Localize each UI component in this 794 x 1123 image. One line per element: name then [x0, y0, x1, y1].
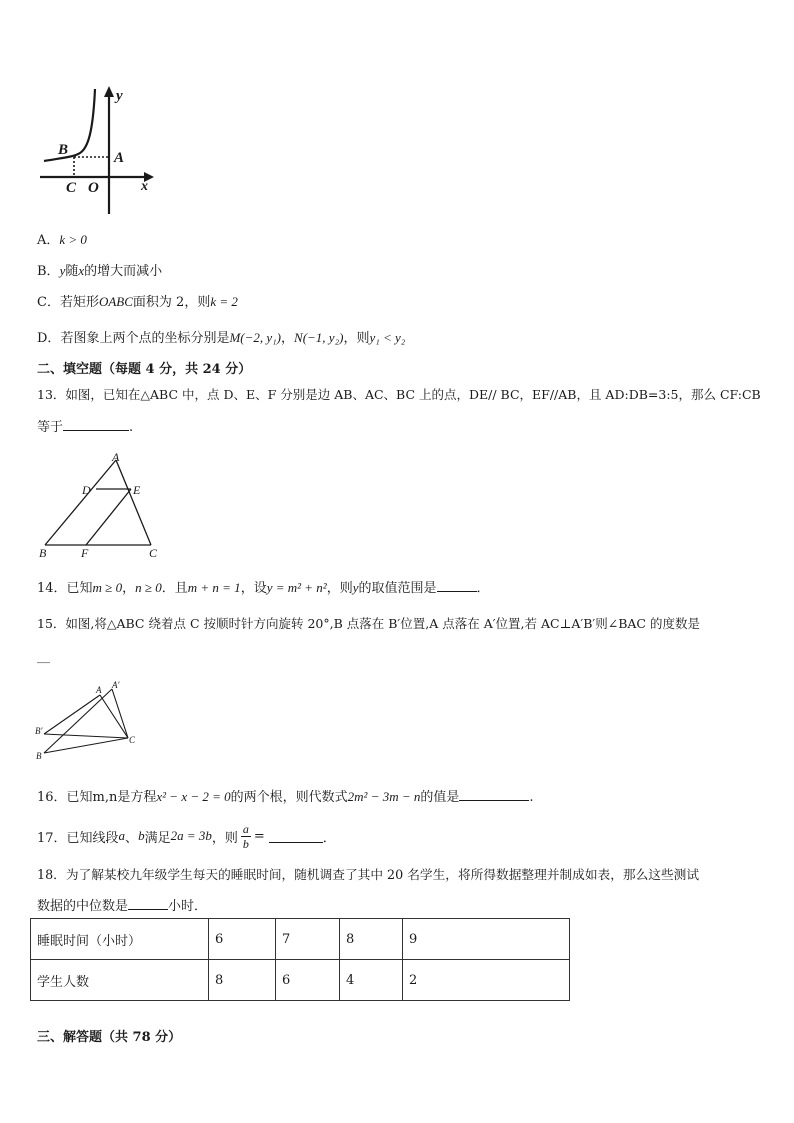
fraction — [241, 822, 251, 851]
q16-answer-blank[interactable] — [459, 788, 529, 801]
table-cell: 7 — [276, 919, 340, 960]
q18-line1: 18．为了解某校九年级学生每天的睡眠时间，随机调查了其中 20 名学生，将所得数据整理并制成如表，那么这些测试 — [37, 867, 700, 882]
table-cell: 6 — [209, 919, 276, 960]
point-a-label: A — [114, 150, 125, 166]
point-b-label: B — [58, 142, 69, 158]
q16: 16．已知m,n是方程x² − x − 2 = 0的两个根，则代数式2m² − 3m − n的值是 . — [37, 789, 534, 805]
table-row — [31, 919, 570, 960]
sleep-data-table — [30, 918, 570, 1001]
x-axis-label: x — [141, 179, 148, 194]
option-b: B．y随x的增大而减小 — [37, 263, 163, 279]
section-2-title: 二、填空题（每题 4 分，共 24 分） — [37, 362, 252, 377]
section-3-title: 三、解答题（共 78 分） — [37, 1030, 182, 1045]
table-cell: 8 — [340, 919, 403, 960]
fraction-denominator: b — [242, 836, 249, 851]
triangle-def-figure — [36, 449, 166, 563]
table-cell: 6 — [276, 960, 340, 1001]
option-c: C．若矩形OABC面积为 2，则k = 2 — [37, 294, 238, 310]
table-cell: 2 — [403, 960, 570, 1001]
label-b: B — [39, 546, 47, 560]
label-f: F — [81, 546, 89, 560]
fraction-numerator: a — [242, 821, 249, 836]
y-axis-label: y — [116, 88, 123, 104]
table-row — [31, 960, 570, 1001]
point-c-label: C — [66, 180, 77, 196]
table-cell: 4 — [340, 960, 403, 1001]
label-b-prime: B′ — [35, 726, 43, 736]
q14-answer-blank[interactable] — [437, 579, 477, 592]
option-d: D．若图象上两个点的坐标分别是M(−2, y₁)，N(−1, y₂)，则y₁ < y₂ — [37, 330, 406, 346]
q13-answer-blank[interactable] — [63, 418, 129, 431]
label-e: E — [133, 483, 141, 497]
q13-line2: 等于 . — [37, 420, 134, 435]
rotation-figure — [34, 679, 144, 765]
table-cell: 睡眠时间（小时） — [31, 919, 209, 960]
table-cell: 学生人数 — [31, 960, 209, 1001]
q15-line1: 15．如图,将△ABC 绕着点 C 按顺时针方向旋转 20°,B 点落在 B′位置,A 点落在 A′位置,若 AC⊥A′B′则∠BAC 的度数是 — [37, 616, 700, 631]
q13-line1: 13．如图，已知在△ABC 中，点 D、E、F 分别是边 AB、AC、BC 上的点，DE// BC，EF//AB，且 AD:DB=3:5，那么 CF:CB — [37, 387, 761, 402]
q17-answer-blank[interactable] — [269, 830, 323, 843]
q18-answer-blank[interactable] — [128, 897, 168, 910]
hyperbola-figure — [36, 84, 160, 218]
label-c: C — [149, 546, 158, 560]
label-a: A — [96, 685, 102, 695]
q18-line2: 数据的中位数是 小时． — [37, 899, 208, 914]
label-d: D — [82, 483, 91, 497]
point-o-label: O — [88, 180, 99, 196]
option-a: A．k > 0 — [37, 232, 87, 248]
label-a: A — [112, 450, 120, 464]
table-cell: 8 — [209, 960, 276, 1001]
q17: 17．已知线段 a 、 b 满足 2a = 3b ，则 $\frac{a}{b}$ = ． — [37, 821, 336, 851]
label-b: B — [36, 751, 42, 761]
q15-line2[interactable]: __ — [37, 649, 50, 664]
q14: 14．已知m ≥ 0，n ≥ 0．且m + n = 1，设y = m² + n²，则y的取值范围是 ． — [37, 580, 490, 596]
label-a-prime: A′ — [112, 680, 120, 690]
label-c: C — [129, 735, 136, 745]
table-cell: 9 — [403, 919, 570, 960]
